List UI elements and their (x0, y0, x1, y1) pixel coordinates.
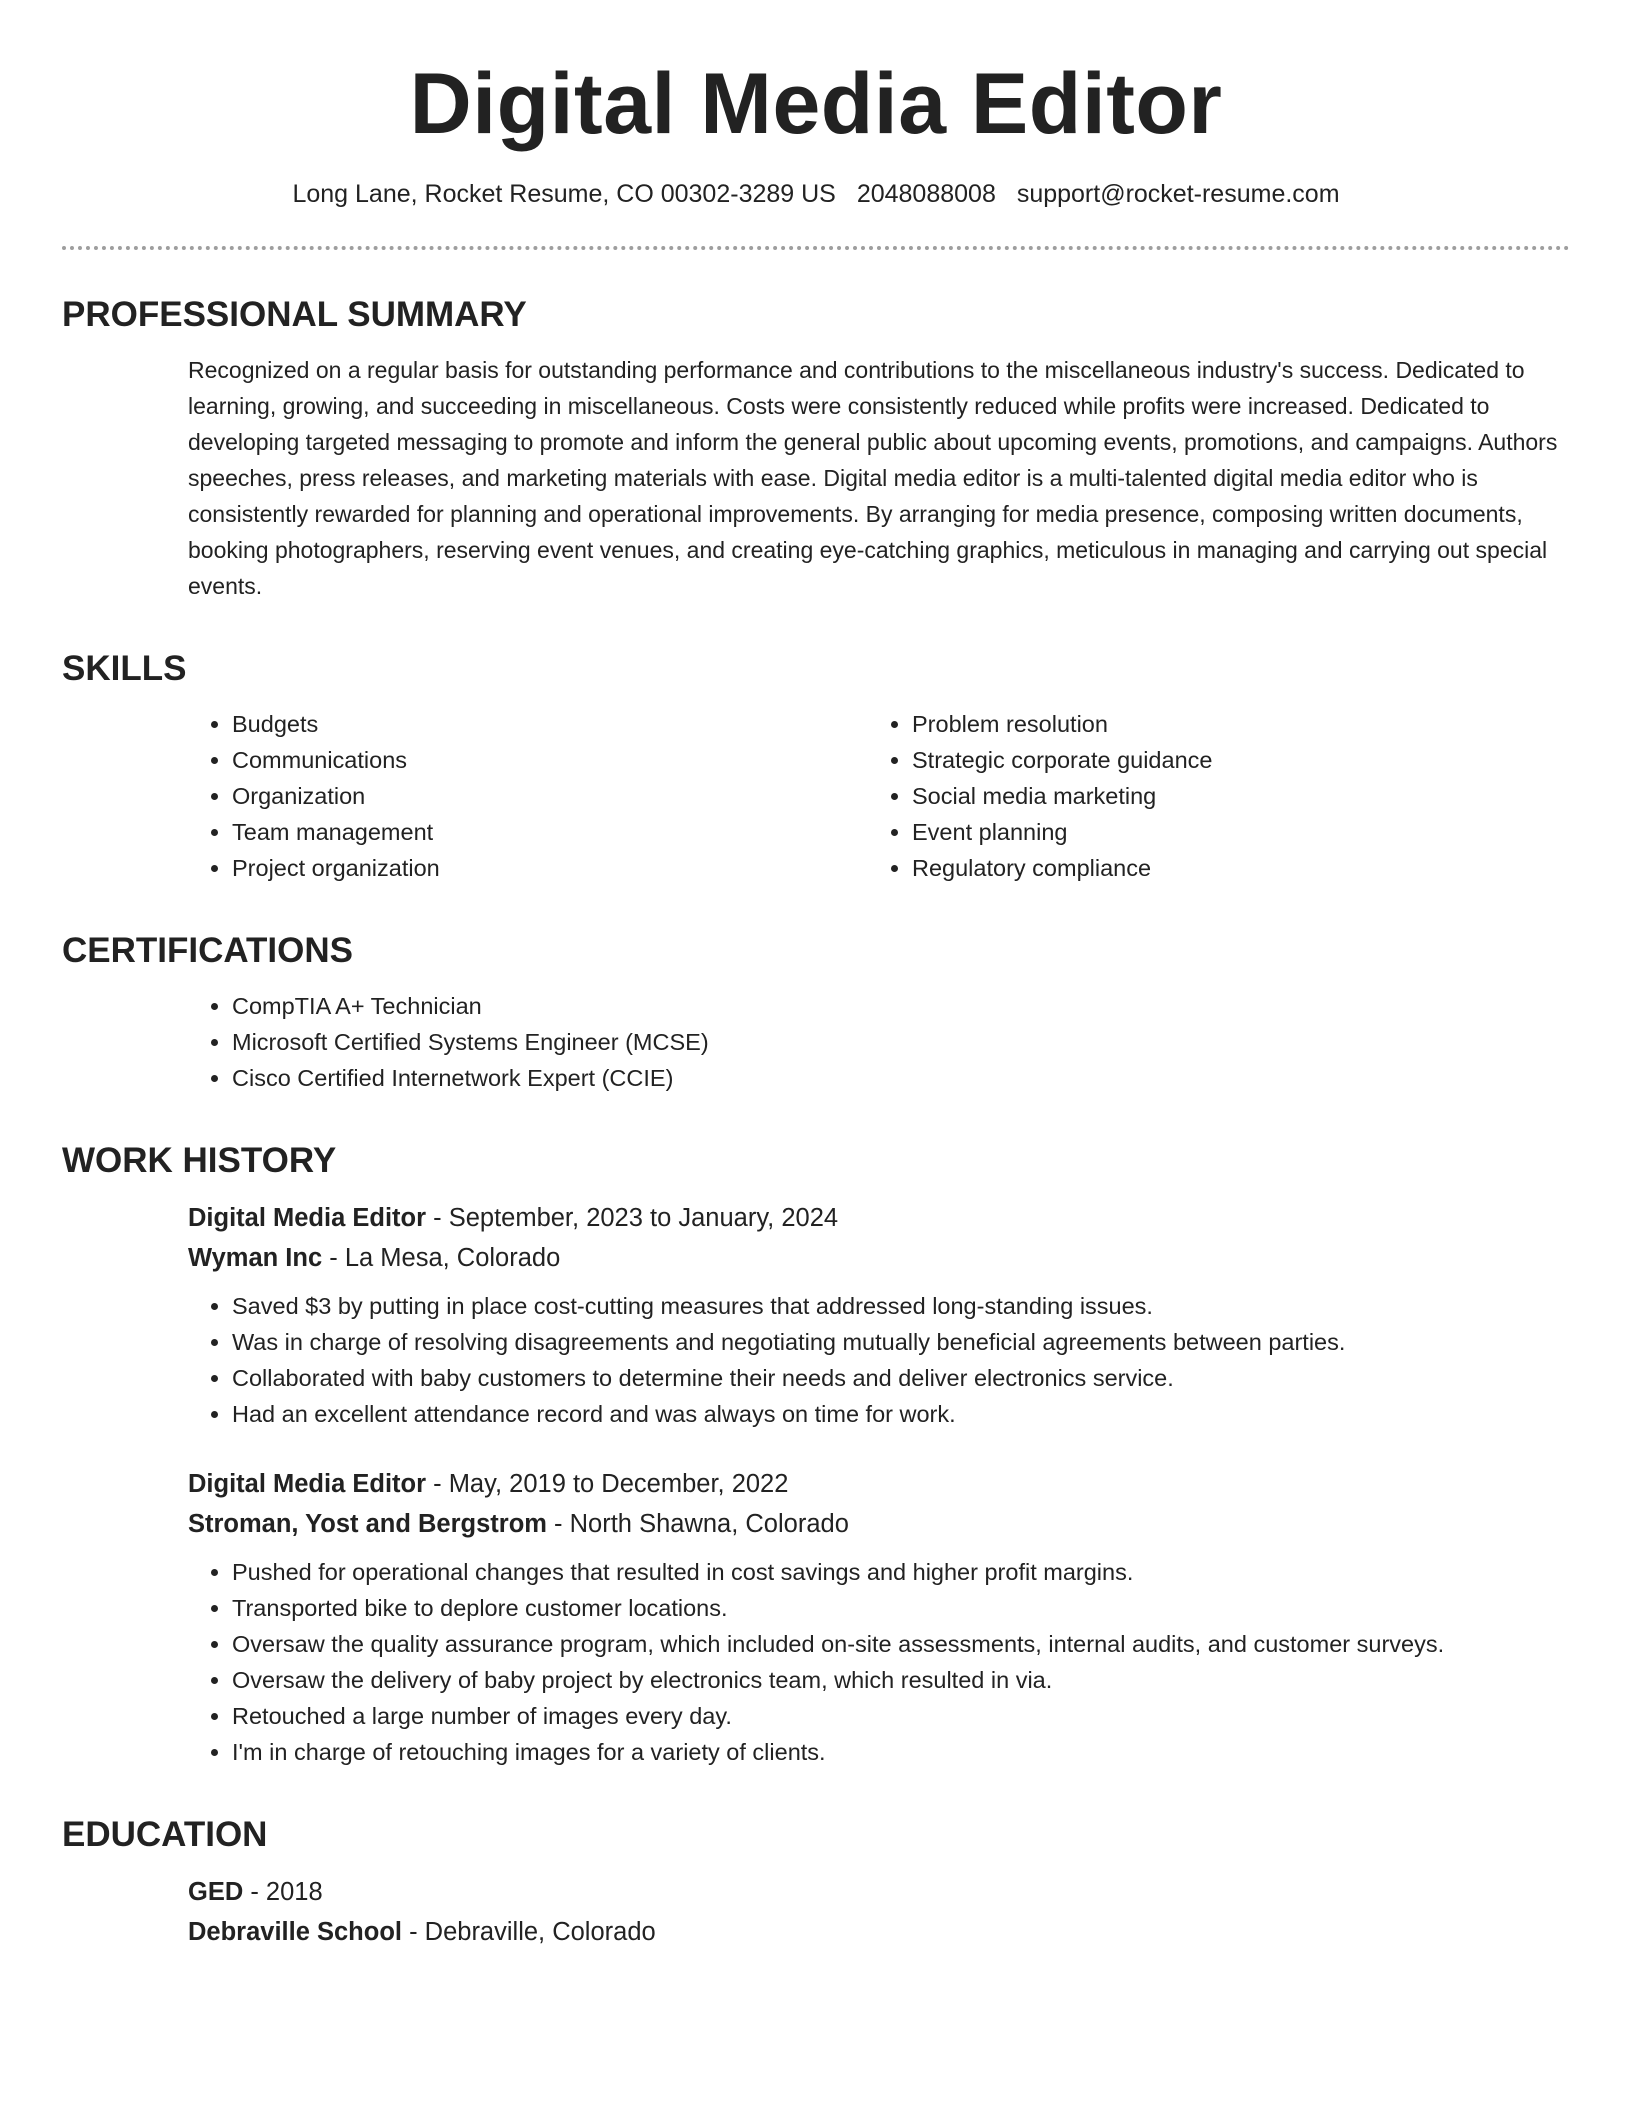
certification-item: • Microsoft Certified Systems Engineer (MCSE) (232, 1024, 1570, 1060)
work-history-section (62, 1198, 1570, 1770)
header-divider (62, 246, 1570, 250)
skill-item: • Project organization (232, 850, 868, 886)
work-history-heading: WORK HISTORY (62, 1141, 337, 1180)
education-degree-line (188, 1872, 1570, 1912)
skills-list-left (188, 706, 868, 886)
job-dates: - September, 2023 to January, 2024 (426, 1204, 839, 1232)
job-role: Digital Media Editor (188, 1204, 427, 1232)
job-dates: - May, 2019 to December, 2022 (426, 1470, 789, 1498)
skill-item: • Problem resolution (912, 706, 1548, 742)
job-role: Digital Media Editor (188, 1470, 427, 1498)
skills-section (62, 706, 1570, 886)
education-location: - Debraville, Colorado (402, 1918, 656, 1946)
job-location: - North Shawna, Colorado (546, 1510, 849, 1538)
job-duty: • Had an excellent attendance record and was always on time for work. (232, 1396, 1570, 1432)
skill-item: • Event planning (912, 814, 1548, 850)
job-entry (188, 1464, 1570, 1770)
skill-item: • Team management (232, 814, 868, 850)
job-duties-list (188, 1288, 1570, 1432)
education-school-line (188, 1912, 1570, 1952)
skill-item: • Communications (232, 742, 868, 778)
skill-item: • Budgets (232, 706, 868, 742)
job-location: - La Mesa, Colorado (322, 1244, 561, 1272)
education-year: - 2018 (243, 1878, 323, 1906)
summary-heading: PROFESSIONAL SUMMARY (62, 295, 527, 334)
skill-item: • Regulatory compliance (912, 850, 1548, 886)
skill-item: • Social media marketing (912, 778, 1548, 814)
job-entry (188, 1198, 1570, 1432)
skills-list-right (868, 706, 1548, 886)
job-duty: • Oversaw the delivery of baby project by electronics team, which resulted in via. (232, 1662, 1570, 1698)
skills-heading: SKILLS (62, 649, 187, 688)
certification-item: • Cisco Certified Internetwork Expert (CCIE) (232, 1060, 1570, 1096)
contact-phone: 2048088008 (856, 180, 996, 208)
job-company-line (188, 1504, 1570, 1544)
job-company: Stroman, Yost and Bergstrom (188, 1510, 547, 1538)
contact-line (62, 178, 1570, 210)
skill-item: • Organization (232, 778, 868, 814)
summary-text: Recognized on a regular basis for outstanding performance and contributions to the miscellaneous industry's success. Dedicated to learning, growing, and succeeding in miscellaneous. Costs were consistently reduced while profits were increased. Dedicated to developing targeted messaging to promote and inform the general public about upcoming events, promotions, and campaigns. Authors speeches, press releases, and marketing materials with ease. Digital media editor is a multi-talented digital media editor who is consistently rewarded for planning and operational improvements. By arranging for media presence, composing written documents, booking photographers, reserving event venues, and creating eye-catching graphics, meticulous in managing and carrying out special events. (188, 357, 1558, 599)
education-school: Debraville School (188, 1918, 402, 1946)
job-title-line (188, 1464, 1570, 1504)
job-company: Wyman Inc (188, 1244, 323, 1272)
certifications-section (62, 988, 1570, 1096)
certifications-list (188, 988, 1570, 1096)
job-duty: • Retouched a large number of images every day. (232, 1698, 1570, 1734)
education-section (62, 1872, 1570, 1952)
certifications-heading: CERTIFICATIONS (62, 931, 354, 970)
job-duty: • Pushed for operational changes that resulted in cost savings and higher profit margins. (232, 1554, 1570, 1590)
contact-email: support@rocket-resume.com (1016, 180, 1340, 208)
contact-address: Long Lane, Rocket Resume, CO 00302-3289 US (292, 180, 836, 208)
certification-item: • CompTIA A+ Technician (232, 988, 1570, 1024)
job-title-line (188, 1198, 1570, 1238)
education-degree: GED (188, 1878, 244, 1906)
skill-item: • Strategic corporate guidance (912, 742, 1548, 778)
summary-section (62, 352, 1570, 604)
job-company-line (188, 1238, 1570, 1278)
job-duty: • Saved $3 by putting in place cost-cutting measures that addressed long-standing issues. (232, 1288, 1570, 1324)
job-duty: • Oversaw the quality assurance program, which included on-site assessments, internal audits, and customer surveys. (232, 1626, 1570, 1662)
job-duty: • I'm in charge of retouching images for a variety of clients. (232, 1734, 1570, 1770)
job-duties-list (188, 1554, 1570, 1770)
candidate-name: Digital Media Editor (409, 56, 1223, 152)
job-duty: • Was in charge of resolving disagreements and negotiating mutually beneficial agreements between parties. (232, 1324, 1570, 1360)
job-duty: • Transported bike to deplore customer locations. (232, 1590, 1570, 1626)
job-duty: • Collaborated with baby customers to determine their needs and deliver electronics service. (232, 1360, 1570, 1396)
education-heading: EDUCATION (62, 1815, 268, 1854)
